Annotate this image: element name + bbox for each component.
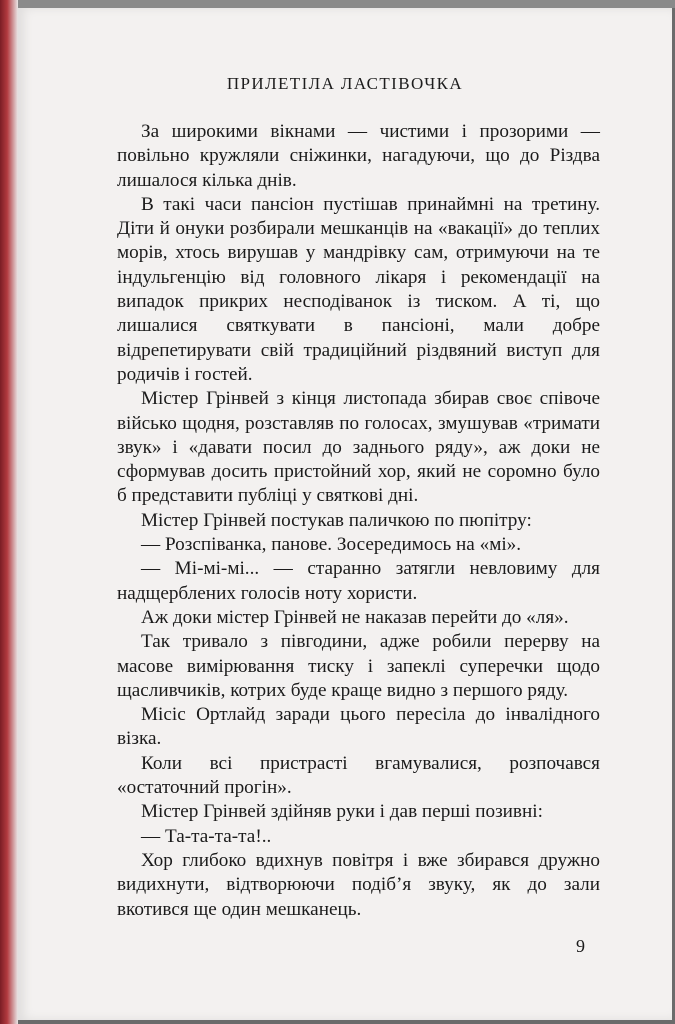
paragraph: Хор глибоко вдихнув повітря і вже збирався дружно видихнути, відтворюючи подіб’я звуку, як до зали вкотився ще один мешканець. xyxy=(117,849,600,920)
paragraph: — Розспіванка, панове. Зосередимось на «мі». xyxy=(141,534,522,556)
paragraph: Містер Грінвей постукав паличкою по пюпітру: xyxy=(141,509,532,531)
running-header: ПРИЛЕТІЛА ЛАСТІВОЧКА xyxy=(226,74,464,93)
paragraph: Аж доки містер Грінвей не наказав перейти до «ля». xyxy=(141,606,569,628)
paragraph: Так тривало з півгодини, адже робили перерву на масове вимірювання тиску і запеклі суперечки щодо щасливчиків, котрих буде краще видно з першого ряду. xyxy=(117,631,600,701)
paragraph: Містер Грінвей здійняв руки і дав перші позивні: xyxy=(141,801,543,823)
body-text xyxy=(117,120,600,922)
paragraph: За широкими вікнами — чистими і прозорими — повільно кружляли сніжинки, нагадуючи, що до Різдва лишалося кілька днів. xyxy=(117,121,600,191)
page-number: 9 xyxy=(576,936,585,956)
paragraph: Містер Грінвей з кінця листопада збирав своє співоче військо щодня, розставляв по голосах, змушував «тримати звук» і «давати посил до заднього ряду», аж доки не сформував досить пристойний хор, який не соромно було б представити публіці у святкові дні. xyxy=(117,388,600,507)
scan-top-edge xyxy=(18,0,675,8)
paragraph: Місіс Ортлайд заради цього пересіла до інвалідного візка. xyxy=(117,704,600,750)
paragraph: — Мі-мі-мі... — старанно затягли невловиму для надщерблених голосів ноту хористи. xyxy=(117,558,600,604)
paragraph: В такі часи пансіон пустішав принаймні на третину. Діти й онуки розбирали мешканців на «вакації» до теплих морів, хтось вирушав у мандрівку сам, отримуючи на те індульгенцію від головного лікаря і рекомендації на випадок прикрих несподіванок із тиском. А ті, що лишалися святкувати в пансіоні, мали добре відрепетирувати свій традиційний різдвяний виступ для родичів і гостей. xyxy=(117,193,600,385)
book-spine-edge xyxy=(0,0,18,1024)
paragraph: Коли всі пристрасті вгамувалися, розпочався «остаточний прогін». xyxy=(117,752,600,799)
paragraph: — Та-та-та-та!.. xyxy=(141,825,272,847)
